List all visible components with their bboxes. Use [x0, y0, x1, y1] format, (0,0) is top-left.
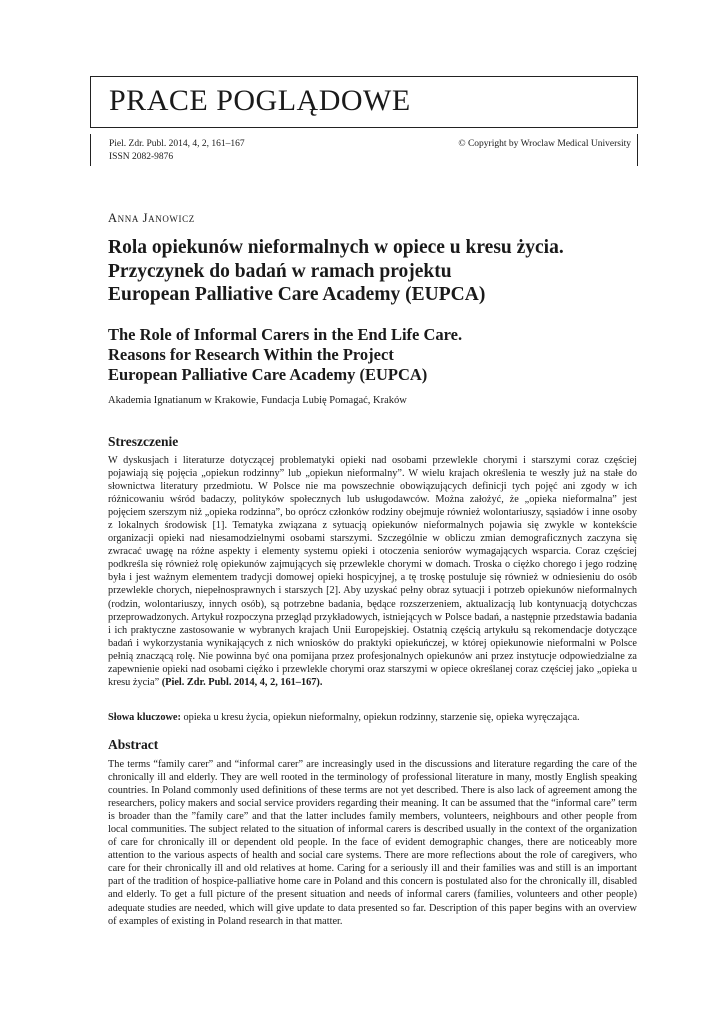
streszczenie-body: W dyskusjach i literaturze dotyczącej problematyki opieki nad osobami przewlekle chorymi i starszymi coraz częściej pojawiają się pojęcia „opiekun rodzinny” lub „opiekun nieformalny”. W wielu krajach określenia te weszły już na stałe do słownictwa literatury przedmiotu. W Polsce nie ma powszechnie obowiązujących definicji tych pojęć ani zgody w ich różnicowaniu wśród badaczy, polityków społecznych lub usługodawców. Można założyć, że „opieka nieformalna” jest pojęciem szerszym niż „opieka rodzinna”, bo oprócz członków rodziny obejmuje również wolontariuszy, sąsiadów i inne osoby z lokalnych środowisk [1]. Tematyka związana z sytuacją opiekunów nieformalnych pojawia się zwykle w kontekście organizacji opieki nad niesamodzielnymi osobami starszymi. Szczególnie w obliczu zmian demograficznych zaczyna się zwracać uwagę na różne aspekty i elementy systemu opieki i otoczenia seniorów wymagających wsparcia. Coraz częściej podkreśla się również rolę opiekunów zajmujących się przewlekle chorymi w domach. Troska o ciężko chorego i jego rodzinę była i jest ważnym elementem tradycji domowej opieki hospicyjnej, a tę troskę postuluje się również w odniesieniu do osób przewlekle chorych, niepełnosprawnych i starszych [2]. Aby uzyskać pełny obraz sytuacji i potrzeb opiekunów nieformalnych (rodzin, wolontariuszy, innych osób), są potrzebne badania, będące rozszerzeniem, aktualizacją lub kontynuacją dotychczas przeprowadzonych. Artykuł rozpoczyna przegląd przykładowych, istniejących w Polsce badań, a następnie przedstawia badania i ich praktyczne zastosowanie w wybranych krajach Unii Europejskiej. Ostatnią częścią artykułu są rekomendacje dotyczące badań i wykorzystania wynikających z nich wniosków do praktyki opiekuńczej, w której opiekunowie nieformalni w Polsce pełnią znaczącą rolę. Nie powinna być ona pomijana przez profesjonalnych opiekunów ani przez instytucje odpowiedzialne za zapewnienie opieki nad osobami ciężko i przewlekle chorymi oraz starszymi w opiece określanej coraz częściej jako „opieka u kresu życia” — [108, 455, 637, 688]
streszczenie-heading: Streszczenie — [108, 434, 179, 449]
abstract-heading: Abstract — [108, 737, 159, 752]
streszczenie-citation: (Piel. Zdr. Publ. 2014, 4, 2, 161–167). — [161, 676, 323, 688]
title-polish-line: European Palliative Care Academy (EUPCA) — [108, 284, 486, 305]
journal-issn: ISSN 2082-9876 — [109, 151, 174, 162]
author-name: Anna Janowicz — [108, 211, 195, 225]
title-polish — [108, 236, 668, 307]
title-polish-line: Rola opiekunów nieformalnych w opiece u kresu życia. — [108, 237, 564, 258]
author-affiliation: Akademia Ignatianum w Krakowie, Fundacja Lubię Pomagać, Kraków — [108, 395, 407, 406]
title-polish-line: Przyczynek do badań w ramach projektu — [108, 260, 452, 282]
keywords-label: Słowa kluczowe: — [108, 712, 181, 723]
streszczenie-text — [108, 454, 637, 689]
journal-meta-box — [90, 134, 638, 166]
title-english-line: European Palliative Care Academy (EUPCA) — [108, 365, 428, 384]
title-english-line: Reasons for Research Within the Project — [108, 345, 394, 364]
section-header-box — [90, 76, 638, 128]
section-title: PRACE POGLĄDOWE — [109, 84, 411, 117]
copyright-notice: © Copyright by Wroclaw Medical University — [458, 139, 631, 149]
journal-citation: Piel. Zdr. Publ. 2014, 4, 2, 161–167 — [109, 139, 245, 149]
title-english — [108, 325, 668, 385]
title-english-line: The Role of Informal Carers in the End Life Care. — [108, 325, 463, 344]
journal-info — [109, 138, 245, 163]
keywords — [108, 712, 637, 723]
keywords-list: opieka u kresu życia, opiekun nieformalny, opiekun rodzinny, starzenie się, opieka wyręczająca. — [183, 712, 580, 723]
abstract-text: The terms “family carer” and “informal carer” are increasingly used in the discussions and literature regarding the care of the chronically ill and elderly. They are well rooted in the terminology of professional literature in many, mostly English speaking countries. In Poland commonly used definitions of these terms are not yet described. There is also lack of agreement among the researchers, policy makers and social service providers regarding their meaning. It can be assumed that the “informal care” term is broader than the ”family care” and that the latter includes family members, volunteers, neighbours and other people from local communities. The subject related to the situation of informal carers is described usually in the context of the organization of care for chronically ill or dependent old people. In the face of evident demographic changes, there are noticeably more attention to the various aspects of health and social care systems. There are more reflections about the role of caregivers, who care for their chronically ill and old relatives at home. Caring for a seriously ill and their families was and still is an important part of the tradition of hospice-palliative home care in Poland and this concern is postulated also for the chronically ill, disabled and elderly. To get a full picture of the present situation and needs of informal carers (families, volunteers and other people) adequate studies are needed, which will give update to data presented so far. Description of this paper begins with an overview of examples of existing in Poland research in that matter. — [108, 759, 637, 927]
